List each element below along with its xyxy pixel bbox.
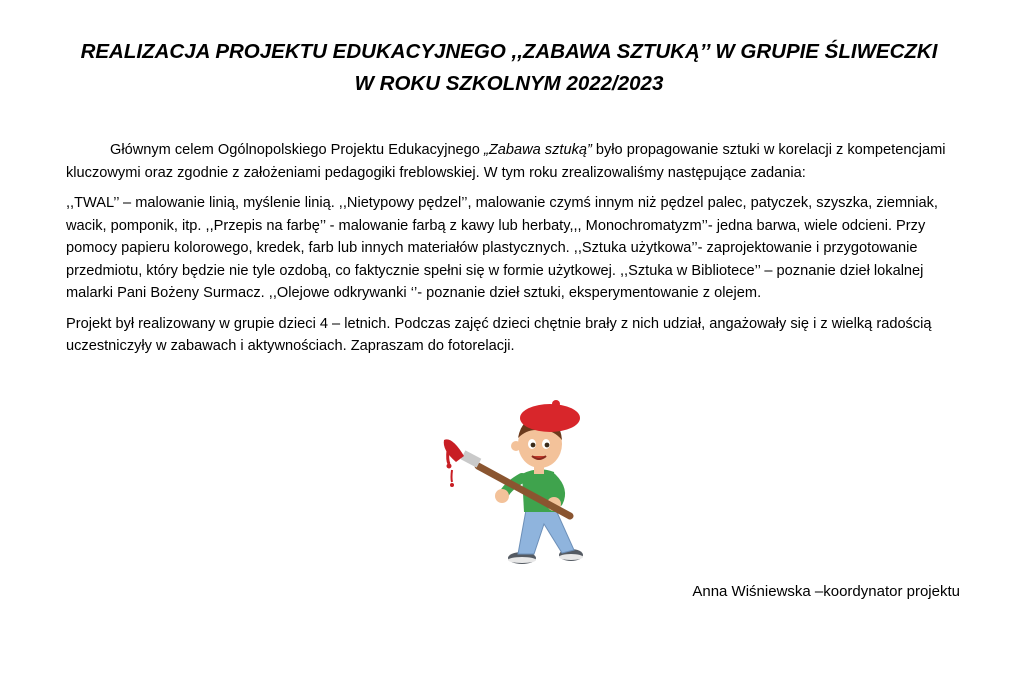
boy-with-paintbrush-icon: [438, 398, 586, 570]
signature: Anna Wiśniewska –koordynator projektu: [692, 583, 960, 600]
intro-text-start: Głównym celem Ogólnopolskiego Projektu Edukacyjnego: [110, 142, 484, 158]
document-body: [66, 139, 958, 366]
paragraph-intro: [66, 139, 958, 184]
title-line-1: REALIZACJA PROJEKTU EDUKACYJNEGO ,,ZABAWA SZTUKĄ’’ W GRUPIE ŚLIWECZKI: [80, 40, 938, 63]
paragraph-tasks: ,,TWAL’’ – malowanie linią, myślenie linią. ,,Nietypowy pędzel’’, malowanie czymś innym niż pędzel palec, patyczek, szyszka, ziemniak, wacik, pomponik, itp. ,,Przepis na farbę’’ - malowanie farbą z kawy lub herbaty,,, Monochromatyzm’’- jedna barwa, wiele odcieni. Przy pomocy papieru kolorowego, kredek, farb lub innych materiałów plastycznych. ,,Sztuka użytkowa’’- zaprojektowanie i przygotowanie przedmiotu, który będzie nie tyle ozdobą, co faktycznie spełni się w formie użytkowej. ,,Sztuka w Bibliotece’’ – poznanie dzieł lokalnej malarki Pani Bożeny Surmacz. ,,Olejowe odkrywanki ‘’- poznanie dzieł sztuki, eksperymentowanie z olejem.: [66, 195, 938, 301]
title-line-2: W ROKU SZKOLNYM 2022/2023: [354, 72, 664, 95]
project-name-italic: „Zabawa sztuką”: [483, 142, 592, 158]
document-title: [40, 36, 978, 100]
intro-text-end: było propagowanie sztuki w korelacji z kompetencjami kluczowymi oraz zgodnie z założeniami pedagogiki freblowskiej. W tym roku zrealizowaliśmy następujące zadania:: [66, 142, 946, 181]
paragraph-summary: Projekt był realizowany w grupie dzieci 4 – letnich. Podczas zajęć dzieci chętnie brały z nich udział, angażowały się i z wielką radością uczestniczyły w zabawach i aktywnościach. Zapraszam do fotorelacji.: [66, 315, 932, 354]
